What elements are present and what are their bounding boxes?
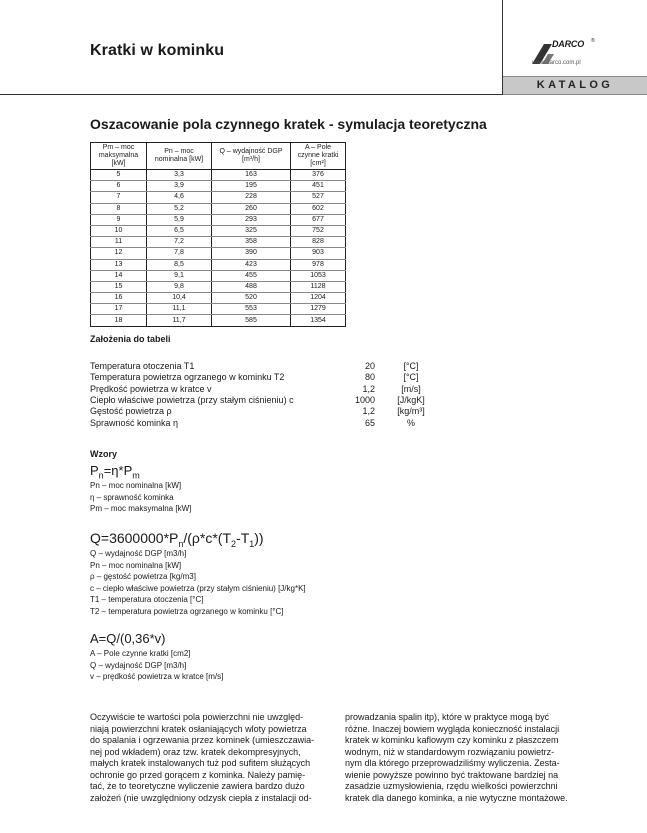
table-cell: 8,5 [147, 259, 212, 270]
table-row [91, 192, 346, 203]
paragraph-line: małych kratek instalowanych tuż pod sufitem służących [90, 758, 311, 768]
table-cell: 553 [212, 304, 291, 315]
table-cell: 11 [91, 237, 147, 248]
table-cell: 5,9 [147, 214, 212, 225]
paragraph-line: nej pod wkładem) oraz tzw. kratek dekompresyjnych, [90, 746, 301, 757]
table-row [91, 214, 346, 225]
table-cell: 12 [91, 248, 147, 259]
formula-definition: v – prędkość powietrza w kratce [m/s] [90, 672, 224, 681]
formula-2: $Q=3600000*P_n/(\rho*c*(T_2-T_1))$ [90, 530, 264, 549]
paragraph-line: różne. Inaczej bowiem wygląda konieczność instalacji [345, 723, 560, 734]
table-row [91, 293, 346, 304]
table-cell: 1053 [291, 270, 346, 281]
table-row [91, 281, 346, 292]
assumption-label: Sprawność kominka η [90, 417, 179, 428]
table-cell: 7,2 [147, 237, 212, 248]
paragraph-column-1 [90, 712, 330, 804]
formula-1: $P_n=\eta*P_m$ [90, 463, 140, 481]
table-row [91, 181, 346, 192]
table-cell: 163 [212, 170, 291, 181]
table-cell: 677 [291, 214, 346, 225]
table-cell: 5 [91, 170, 147, 181]
assumption-label: Prędkość powietrza w kratce v [90, 383, 212, 394]
table-cell: 9 [91, 214, 147, 225]
table-cell: 9,1 [147, 270, 212, 281]
table-cell: 16 [91, 293, 147, 304]
assumption-unit: [°C] [403, 361, 419, 371]
table-cell: 1279 [291, 304, 346, 315]
paragraph-line: kratek dla danego kominka, a nie wytyczne montażowe. [345, 792, 568, 803]
table-row [91, 170, 346, 181]
formula-definition: ρ – gęstość powietrza [kg/m3] [90, 572, 196, 581]
formula-definition: A – Pole czynne kratki [cm2] [90, 649, 191, 658]
table-cell: 585 [212, 315, 291, 326]
paragraph-line: wodnym, niż w standardowym rozwiązaniu powietrz- [345, 746, 555, 757]
table-cell: 10 [91, 225, 147, 236]
table-row [91, 315, 346, 326]
col-header-a: A – Pole czynne kratki [cm²] [291, 143, 346, 170]
page-title: Kratki w kominku [90, 42, 225, 59]
paragraph-line: założeń (nie uwzględniony odzysk ciepła z instalacji od- [90, 792, 312, 803]
assumption-row [90, 372, 435, 383]
table-cell: 3,3 [147, 170, 212, 181]
table-header-row [91, 143, 346, 170]
assumption-label: Gęstość powietrza ρ [90, 406, 172, 417]
col-header-pm: Pm – moc maksymalna [kW] [91, 143, 147, 170]
table-cell: 1128 [291, 281, 346, 292]
table-cell: 1204 [291, 293, 346, 304]
formula-definition: T1 – temperatura otoczenia [°C] [90, 595, 204, 604]
katalog-label: KATALOG [503, 76, 647, 95]
paragraph-line: do spalania i ogrzewania przez kominek (umieszczawia- [90, 735, 315, 745]
table-cell: 15 [91, 281, 147, 292]
assumption-row [90, 384, 435, 395]
table-cell: 11,1 [147, 304, 212, 315]
assumption-value: 1,2 [362, 406, 375, 417]
table-row [91, 270, 346, 281]
assumption-unit: [°C] [403, 372, 419, 383]
paragraph-column-2 [345, 712, 585, 804]
table-cell: 5,2 [147, 203, 212, 214]
formula-definition: Pm – moc maksymalna [kW] [90, 504, 192, 513]
formula-definition: T2 – temperatura powietrza ogrzanego w kominku [°C] [90, 606, 284, 616]
formula-definition: c – ciepło właściwe powietrza (przy stałym ciśnieniu) [J/kg*K] [90, 583, 306, 593]
table-row [91, 304, 346, 315]
table-cell: 828 [291, 237, 346, 248]
table-cell: 8 [91, 203, 147, 214]
paragraph-line: zasadzie uzmysłowienia, rzędu wielkości powierzchni [345, 781, 558, 791]
assumption-label: Temperatura powietrza ogrzanego w kominku T2 [90, 372, 285, 383]
assumption-value: 1,2 [362, 383, 375, 394]
table-cell: 376 [291, 170, 346, 181]
assumption-row [90, 361, 435, 372]
table-cell: 455 [212, 270, 291, 281]
paragraph-line: ochronie go przed gorącem z kominka. Należy pamię- [90, 769, 306, 780]
logo-registered-mark: ® [591, 38, 595, 44]
assumption-row [90, 418, 435, 429]
logo-brand: DARCO [552, 39, 584, 49]
col-header-pn: Pn – moc nominalna [kW] [147, 143, 212, 170]
table-cell: 18 [91, 315, 147, 326]
table-row [91, 225, 346, 236]
paragraph-line: kratek w kominku kaflowym czy kominku z płaszczem [345, 735, 559, 745]
table-cell: 14 [91, 270, 147, 281]
formula-definition: Pn – moc nominalna [kW] [90, 481, 182, 490]
formulas-title: Wzory [90, 449, 117, 459]
table-cell: 4,6 [147, 192, 212, 203]
table-cell: 293 [212, 214, 291, 225]
table-cell: 488 [212, 281, 291, 292]
table-cell: 520 [212, 293, 291, 304]
table-cell: 3,9 [147, 181, 212, 192]
data-table [90, 142, 346, 327]
table-cell: 260 [212, 203, 291, 214]
table-cell: 451 [291, 181, 346, 192]
assumption-value: 65 [364, 417, 375, 428]
table-cell: 17 [91, 304, 147, 315]
table-cell: 11,7 [147, 315, 212, 326]
assumption-label: Ciepło właściwe powietrza (przy stałym ciśnieniu) c [90, 394, 294, 405]
table-row [91, 237, 346, 248]
table-row [91, 259, 346, 270]
section-heading: Oszacowanie pola czynnego kratek - symulacja teoretyczna [90, 116, 487, 132]
table-cell: 602 [291, 203, 346, 214]
table-cell: 6 [91, 181, 147, 192]
table-cell: 527 [291, 192, 346, 203]
formula-3: A=Q/(0,36*v) [90, 631, 166, 646]
table-cell: 978 [291, 259, 346, 270]
col-header-q: Q – wydajność DGP [m³/h] [212, 143, 291, 170]
assumption-unit: [kg/m³] [397, 406, 425, 417]
assumptions-title: Założenia do tabeli [90, 334, 171, 344]
table-cell: 390 [212, 248, 291, 259]
assumption-value: 1000 [354, 394, 375, 405]
paragraph-line: nym dla którego przeprowadziliśmy wyliczenia. Zesta- [345, 758, 560, 768]
paragraph-line: Oczywiście te wartości pola powierzchni nie uwzględ- [90, 712, 304, 722]
paragraph-line: prowadzania spalin itp), które w praktyce mogą być [345, 712, 550, 722]
table-cell: 228 [212, 192, 291, 203]
assumption-row [90, 395, 435, 406]
formula-definition: η – sprawność kominka [90, 492, 174, 502]
table-row [91, 203, 346, 214]
table-cell: 325 [212, 225, 291, 236]
table-cell: 1354 [291, 315, 346, 326]
assumption-value: 20 [364, 361, 375, 371]
table-row [91, 248, 346, 259]
formula-definition: Pn – moc nominalna [kW] [90, 560, 182, 570]
table-cell: 752 [291, 225, 346, 236]
assumption-label: Temperatura otoczenia T1 [90, 361, 195, 371]
paragraph-line: wienie powyższe powinno być traktowane bardziej na [345, 769, 559, 780]
table-cell: 10,4 [147, 293, 212, 304]
table-cell: 7,8 [147, 248, 212, 259]
table-cell: 7 [91, 192, 147, 203]
table-cell: 423 [212, 259, 291, 270]
table-cell: 903 [291, 248, 346, 259]
paragraph-line: niają powierzchni kratek osłaniających wloty powietrza [90, 723, 307, 734]
assumption-unit: % [406, 417, 415, 428]
table-cell: 358 [212, 237, 291, 248]
assumption-row [90, 406, 435, 417]
assumption-value: 80 [364, 372, 375, 383]
table-cell: 9,8 [147, 281, 212, 292]
assumption-unit: [J/kgK] [397, 394, 425, 405]
logo-url: www.darco.com.pl [532, 60, 581, 66]
table-cell: 13 [91, 259, 147, 270]
table-cell: 6,5 [147, 225, 212, 236]
formula-definition: Q – wydajność DGP [m3/h] [90, 660, 187, 670]
table-cell: 195 [212, 181, 291, 192]
assumption-unit: [m/s] [401, 383, 421, 394]
formula-definition: Q – wydajność DGP [m3/h] [90, 549, 187, 558]
paragraph-line: tać, że to teoretyczne wyliczenie zawiera bardzo dużo [90, 781, 305, 791]
